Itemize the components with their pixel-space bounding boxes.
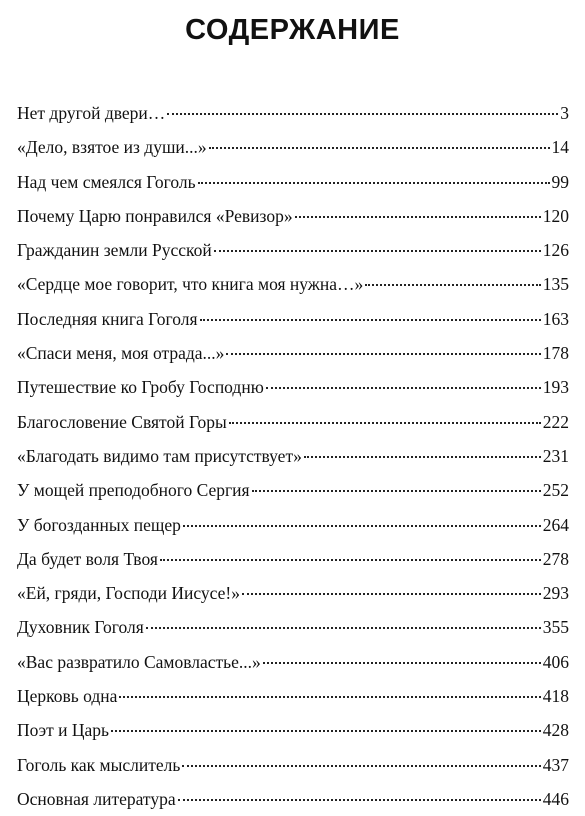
toc-entry-title: «Вас развратило Самовластье...» [17, 651, 261, 672]
toc-entry-title: Последняя книга Гоголя [17, 308, 198, 329]
dot-leader [214, 250, 541, 252]
toc-entry-title: Нет другой двери… [17, 103, 166, 123]
toc-entry-title: Над чем смеялся Гоголь [17, 171, 196, 192]
dot-leader [209, 147, 550, 149]
toc-entry-page-number: 264 [542, 514, 569, 535]
dot-leader [167, 113, 558, 115]
toc-entry [17, 165, 569, 199]
dot-leader [178, 799, 541, 801]
toc-entry-title: Гражданин земли Русской [17, 240, 212, 261]
toc-entry [17, 679, 569, 713]
toc-entry-title: «Сердце мое говорит, что книга моя нужна…» [17, 274, 364, 295]
toc-entry [17, 336, 569, 370]
toc-entry-title: Поэт и Царь [17, 720, 110, 741]
toc-entry-title: Путешествие ко Гробу Господню [17, 377, 264, 398]
toc-entry [17, 96, 569, 130]
dot-leader [183, 525, 541, 527]
toc-entry-page-number: 437 [542, 754, 569, 775]
toc-entry-title: Духовник Гоголя [17, 617, 144, 638]
toc-entry-page-number: 3 [560, 103, 569, 123]
toc-entry-page-number: 355 [542, 617, 569, 638]
toc-entry-title: «Ей, гряди, Господи Иисусе!» [17, 583, 240, 604]
toc-entry [17, 782, 569, 816]
dot-leader [160, 559, 541, 561]
toc-entry-page-number: 446 [542, 788, 569, 809]
toc-entry-title: У богозданных пещер [17, 514, 181, 535]
dot-leader [365, 284, 540, 286]
toc-entry-title: Церковь одна [17, 686, 118, 707]
toc-entry-title: Основная литература [17, 788, 176, 809]
toc-entry-page-number: 163 [542, 308, 569, 329]
toc-entry [17, 713, 569, 747]
toc-entry-title: Почему Царю понравился «Ревизор» [17, 205, 293, 226]
dot-leader [198, 182, 550, 184]
dot-leader [200, 319, 541, 321]
dot-leader [229, 422, 541, 424]
toc-entry [17, 473, 569, 507]
table-of-contents [17, 96, 569, 816]
toc-entry [17, 576, 569, 610]
toc-entry-page-number: 99 [551, 171, 569, 192]
toc-entry [17, 267, 569, 301]
dot-leader [111, 730, 541, 732]
dot-leader [146, 627, 541, 629]
toc-entry [17, 233, 569, 267]
toc-entry [17, 610, 569, 644]
toc-entry [17, 748, 569, 782]
toc-entry-title: «Дело, взятое из души...» [17, 137, 207, 158]
dot-leader [242, 593, 541, 595]
toc-entry-title: Гоголь как мыслитель [17, 754, 181, 775]
toc-entry-page-number: 252 [542, 480, 569, 501]
toc-entry [17, 508, 569, 542]
toc-entry-title: Благословение Святой Горы [17, 411, 227, 432]
toc-entry-page-number: 418 [542, 686, 569, 707]
toc-entry-page-number: 278 [542, 548, 569, 569]
toc-entry-page-number: 126 [542, 240, 569, 261]
toc-entry-page-number: 120 [542, 205, 569, 226]
toc-entry-title: «Благодать видимо там присутствует» [17, 445, 302, 466]
toc-entry [17, 199, 569, 233]
dot-leader [266, 387, 541, 389]
dot-leader [295, 216, 541, 218]
dot-leader [182, 765, 540, 767]
toc-entry [17, 130, 569, 164]
toc-entry-page-number: 135 [542, 274, 569, 295]
toc-entry-page-number: 222 [542, 411, 569, 432]
toc-entry-page-number: 231 [542, 445, 569, 466]
dot-leader [252, 490, 541, 492]
toc-entry-title: Да будет воля Твоя [17, 548, 158, 569]
dot-leader [304, 456, 541, 458]
toc-entry-title: У мощей преподобного Сергия [17, 480, 250, 501]
toc-entry-page-number: 406 [542, 651, 569, 672]
toc-entry-page-number: 428 [542, 720, 569, 741]
dot-leader [119, 696, 540, 698]
toc-entry [17, 439, 569, 473]
toc-entry-page-number: 293 [542, 583, 569, 604]
toc-entry [17, 405, 569, 439]
toc-entry-title: «Спаси меня, моя отрада...» [17, 343, 225, 364]
toc-entry [17, 645, 569, 679]
toc-entry-page-number: 178 [542, 343, 569, 364]
dot-leader [226, 353, 540, 355]
toc-entry-page-number: 193 [542, 377, 569, 398]
toc-entry [17, 542, 569, 576]
dot-leader [263, 662, 541, 664]
toc-entry-page-number: 14 [551, 137, 569, 158]
page-title: СОДЕРЖАНИЕ [185, 14, 400, 46]
toc-entry [17, 370, 569, 404]
toc-entry [17, 302, 569, 336]
